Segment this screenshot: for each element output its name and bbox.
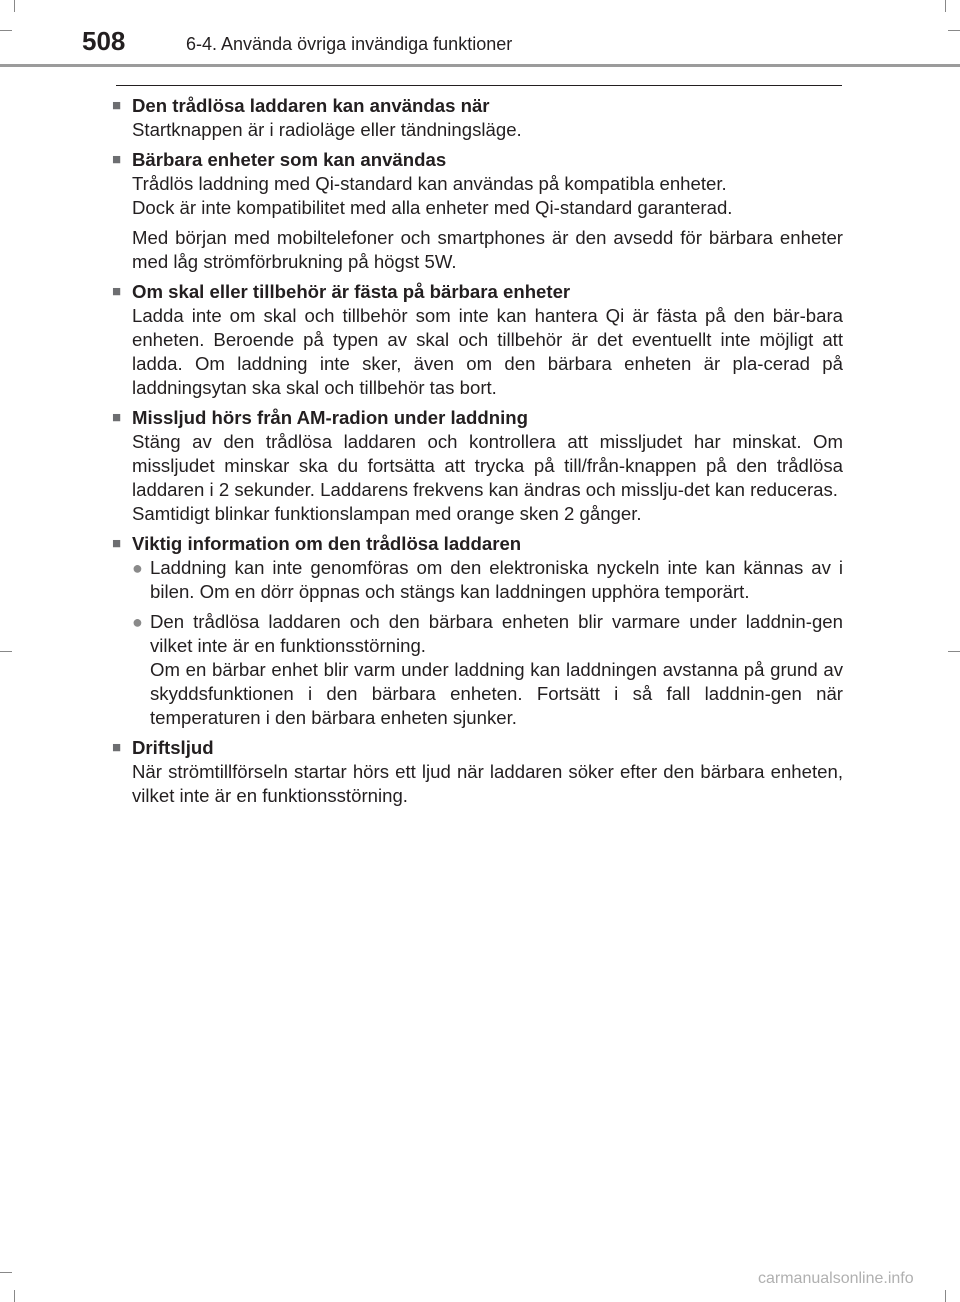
paragraph: Med början med mobiltelefoner och smartphones är den avsedd för bärbara enheter med låg strömförbrukning på högst 5W. bbox=[132, 227, 843, 272]
section-heading bbox=[112, 148, 843, 172]
square-bullet-icon: ■ bbox=[112, 535, 122, 552]
paragraph: Trådlös laddning med Qi-standard kan användas på kompatibla enheter. Dock är inte kompatibilitet med alla enheter med Qi-standard garanterad. bbox=[132, 173, 733, 218]
section-heading bbox=[112, 94, 843, 118]
square-bullet-icon: ■ bbox=[112, 151, 122, 168]
heading-text: Missljud hörs från AM-radion under laddning bbox=[132, 407, 528, 428]
heading-text: Bärbara enheter som kan användas bbox=[132, 149, 447, 170]
paragraph: När strömtillförseln startar hörs ett ljud när laddaren söker efter den bärbara enheten, vilket inte är en funktionsstörning. bbox=[132, 761, 843, 806]
section-heading bbox=[112, 406, 843, 430]
page-header bbox=[0, 0, 960, 66]
circle-bullet-icon: ● bbox=[132, 558, 143, 578]
square-bullet-icon: ■ bbox=[112, 283, 122, 300]
page-number: 508 bbox=[82, 26, 126, 56]
heading-text: Viktig information om den trådlösa laddaren bbox=[132, 533, 522, 554]
paragraph: Ladda inte om skal och tillbehör som inte kan hantera Qi är fästa på den bär-bara enheten. Beroende på typen av skal och tillbehör är det eventuellt inte möjligt att ladda. Om laddning inte sker, även om den bärbara enheten är pla-cerad på laddningsytan ska skal och tillbehör tas bort. bbox=[132, 305, 843, 398]
page-content bbox=[112, 94, 843, 808]
crop-mark bbox=[945, 1290, 946, 1302]
heading-text: Driftsljud bbox=[132, 737, 214, 758]
section-rule bbox=[116, 85, 842, 86]
section-heading bbox=[112, 532, 843, 556]
header-rule bbox=[0, 64, 960, 67]
watermark: carmanualsonline.info bbox=[758, 1270, 914, 1287]
paragraph: Stäng av den trådlösa laddaren och kontrollera att missljudet har minskat. Om missljudet minskar ska du fortsätta att trycka på till/från-knappen på den trådlösa laddaren i 2 sekunder. Laddarens frekvens kan ändras och misslju-det kan reduceras. Samtidigt blinkar funktionslampan med orange sken 2 gånger. bbox=[132, 431, 843, 524]
square-bullet-icon: ■ bbox=[112, 97, 122, 114]
square-bullet-icon: ■ bbox=[112, 409, 122, 426]
list-item: ● Laddning kan inte genomföras om den elektroniska nyckeln inte kan kännas av i bilen. Om en dörr öppnas och stängs kan laddningen upphöra temporärt. bbox=[132, 557, 843, 602]
crop-mark bbox=[0, 651, 12, 652]
circle-bullet-icon: ● bbox=[132, 612, 143, 632]
section-heading bbox=[112, 280, 843, 304]
crop-mark bbox=[14, 1290, 15, 1302]
square-bullet-icon: ■ bbox=[112, 739, 122, 756]
heading-text: Om skal eller tillbehör är fästa på bärbara enheter bbox=[132, 281, 571, 302]
heading-text: Den trådlösa laddaren kan användas när bbox=[132, 95, 490, 116]
section-heading bbox=[112, 736, 843, 760]
paragraph: Startknappen är i radioläge eller tändningsläge. bbox=[132, 119, 522, 140]
crop-mark bbox=[948, 651, 960, 652]
crop-mark bbox=[0, 1272, 12, 1273]
chapter-title: 6-4. Använda övriga invändiga funktioner bbox=[186, 34, 513, 54]
list-item: ● Den trådlösa laddaren och den bärbara enheten blir varmare under laddnin-gen vilket inte är en funktionsstörning. Om en bärbar enhet blir varm under laddning kan laddningen avstanna på grund av skyddsfunktionen i den bärbara enheten. Fortsätt i så fall laddnin-gen när temperaturen i den bärbara enheten sjunker. bbox=[132, 611, 843, 728]
